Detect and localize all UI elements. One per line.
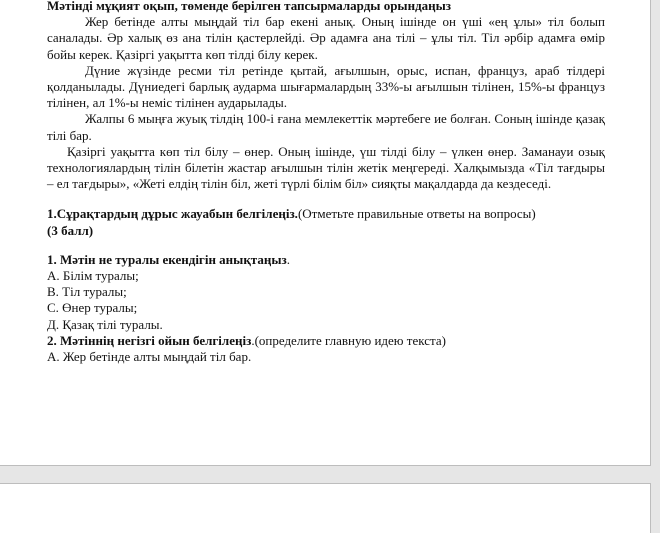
- question-1-title: 1. Мәтін не туралы екендігін анықтаңыз.: [47, 251, 290, 267]
- task-instruction: [47, 206, 605, 222]
- question-1-option: А. Білім туралы;: [47, 268, 139, 284]
- document-title: Мәтінді мұқият оқып, төменде берілген тапсырмаларды орындаңыз: [47, 0, 452, 13]
- question-1-option: Д. Қазақ тілі туралы.: [47, 316, 163, 332]
- page-margin-strip: [651, 0, 660, 533]
- paragraph-4: Қазіргі уақытта көп тіл білу – өнер. Оның ішінде, үш тілді білу – үлкен өнер. Заманауи озық технологиялардың тілін білетін жастар ағылшын тілін жетік меңгереді. Халқымызда «Тіл тағдыры – ел тағдыры», «Жеті елдің тілін біл, жеті түрлі білім біл» сияқты мақалдарда да кездеседі.: [47, 143, 605, 192]
- page-gap: [0, 466, 660, 483]
- question-2-option: А. Жер бетінде алты мыңдай тіл бар.: [47, 349, 252, 365]
- task-points: (3 балл): [47, 222, 94, 238]
- spacer: [47, 192, 605, 206]
- question-1-option: С. Өнер туралы;: [47, 300, 138, 316]
- paragraph-2: Дүние жүзінде ресми тіл ретінде қытай, ағылшын, орыс, испан, француз, араб тілдері қолданылады. Дүниедегі барлық аударма шығармалардың 33%-ы ағылшын тілінен, 15%-ы француз тілінен, ал 1%-ы неміс тілінен аударылады.: [47, 62, 605, 111]
- spacer: [47, 239, 605, 252]
- question-2-title: 2. Мәтіннің негізгі ойын белгілеңіз.(определите главную идею текста): [47, 332, 446, 348]
- task-label: 1.Сұрақтардың дұрыс жауабын белгілеңіз.: [47, 206, 298, 222]
- paragraph-3: Жалпы 6 мыңға жуық тілдің 100-і ғана мемлекеттік мәртебеге ие болған. Соның ішінде қазақ тілі бар.: [47, 111, 605, 143]
- paragraph-1: Жер бетінде алты мыңдай тіл бар екені анық. Оның ішінде он үші «ең ұлы» тіл болып саналады. Әр халық өз ана тілін қастерлейді. Әр адамға ана тілі – ұлы тіл. Тіл әрбір адамға өмір бойы керек. Қазіргі уақытта көп тілді білу керек.: [47, 14, 605, 62]
- task-label-translation: (Отметьте правильные ответы на вопросы): [297, 206, 536, 222]
- document-content: [47, 0, 605, 365]
- next-page: [0, 483, 651, 533]
- question-1-option: В. Тіл туралы;: [47, 284, 127, 300]
